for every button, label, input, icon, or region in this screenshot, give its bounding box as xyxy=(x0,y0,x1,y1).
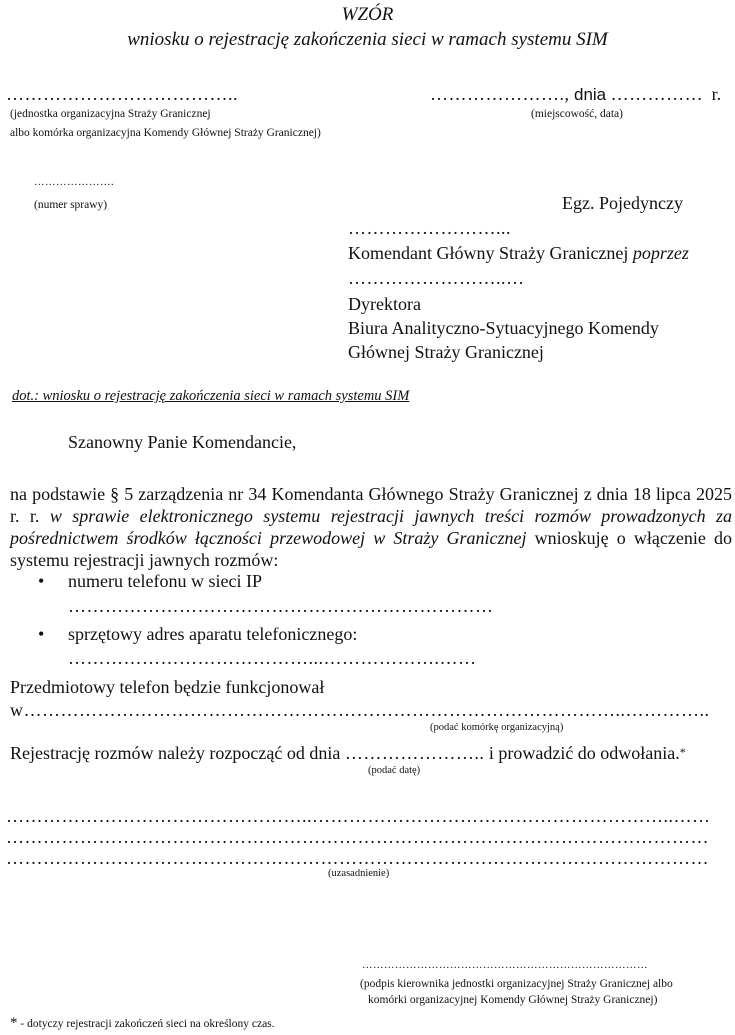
justification-caption: (uzasadnienie) xyxy=(328,868,390,879)
bullet-hardware-address-label: sprzętowy adres aparatu telefonicznego: xyxy=(68,624,358,644)
date-field[interactable]: …………… xyxy=(610,84,704,104)
phone-unit-field[interactable]: w……………………………………………………………………………………..………….. xyxy=(10,700,710,720)
dnia-label: dnia xyxy=(574,85,607,104)
addressee-via: poprzez xyxy=(632,243,689,263)
body-paragraph xyxy=(10,483,732,571)
justification-line-1[interactable]: …………………………………………..…………………………………………………..…… xyxy=(6,806,711,826)
signature-caption-line1: (podpis kierownika jednostki organizacyjnej Straży Granicznej albo xyxy=(360,978,673,990)
ip-number-field[interactable]: …………………………………………………………… xyxy=(68,596,494,616)
registration-asterisk: * xyxy=(679,745,686,759)
body-legal-basis: na podstawie § 5 zarządzenia nr 34 Komendanta Głównego Straży Granicznej z dnia 18 lipca 2025 r. r. xyxy=(10,484,732,526)
place-date-caption: (miejscowość, data) xyxy=(531,108,623,120)
justification-line-2[interactable]: …………………………………………………………………………………………………… xyxy=(6,827,709,847)
subject-line: dot.: wniosku o rejestrację zakończenia sieci w ramach systemu SIM xyxy=(12,388,410,404)
addressee-field-2[interactable]: ……………………..… xyxy=(348,268,525,288)
phone-unit-caption: (podać komórkę organizacyjną) xyxy=(430,722,564,733)
salutation: Szanowny Panie Komendancie, xyxy=(68,432,297,452)
registration-date-caption: (podać datę) xyxy=(368,765,421,776)
registration-line xyxy=(10,743,686,764)
addressee-line-3: Biura Analityczno-Sytuacyjnego Komendy xyxy=(348,318,659,338)
body-request: wnioskuję o włączenie do systemu rejestracji jawnych rozmów: xyxy=(10,528,732,570)
phone-unit-text: Przedmiotowy telefon będzie funkcjonował xyxy=(10,677,325,697)
sender-caption-line2: albo komórka organizacyjna Komendy Głównej Straży Granicznej) xyxy=(10,127,321,139)
footnote-text: - dotyczy rejestracji zakończeń sieci na określony czas. xyxy=(17,1018,275,1030)
addressee-line-1 xyxy=(348,243,689,264)
case-number-field[interactable]: …………………. xyxy=(34,177,115,188)
bullet-ip-number-label: numeru telefonu w sieci IP xyxy=(68,571,262,591)
case-number-caption: (numer sprawy) xyxy=(34,199,108,211)
place-field[interactable]: …………………., xyxy=(430,84,570,104)
justification-line-3[interactable]: …………………………………………………………………………………………………… xyxy=(6,848,709,868)
signature-caption-line2: komórki organizacyjnej Komendy Głównej Straży Granicznej) xyxy=(368,994,658,1006)
footnote-asterisk: * xyxy=(10,1015,18,1031)
footnote xyxy=(10,1015,275,1032)
body-regulation-title: w sprawie elektronicznego systemu rejestracji jawnych treści rozmów prowadzonych za pośrednictwem środków łączności przewodowej w Straży Granicznej xyxy=(10,506,732,548)
registration-text-before: Rejestrację rozmów należy rozpocząć od dnia xyxy=(10,743,345,763)
addressee-line-4: Głównej Straży Granicznej xyxy=(348,342,544,362)
hardware-address-field[interactable]: …………………………………...……………….…… xyxy=(68,648,477,668)
document-subtitle: wniosku o rejestrację zakończenia sieci w ramach systemu SIM xyxy=(127,29,608,50)
sender-caption-line1: (jednostka organizacyjna Straży Granicznej xyxy=(10,108,211,120)
registration-text-after: i prowadzić do odwołania. xyxy=(484,743,680,763)
addressee-line-2: Dyrektora xyxy=(348,294,421,314)
sender-field[interactable]: ……………………………….. xyxy=(6,84,238,104)
signature-field[interactable]: …………………………………………………………………… xyxy=(362,960,648,971)
bullet-icon: • xyxy=(38,624,45,644)
addressee-commander: Komendant Główny Straży Granicznej xyxy=(348,243,633,263)
document-title: WZÓR xyxy=(341,4,394,25)
addressee-field-1[interactable]: ……………………... xyxy=(348,218,511,238)
bullet-icon: • xyxy=(38,571,45,591)
year-suffix: r. xyxy=(711,84,722,104)
copy-label: Egz. Pojedynczy xyxy=(562,193,683,213)
place-date-line xyxy=(430,84,721,105)
registration-date-field[interactable]: ………………….. xyxy=(344,743,485,763)
